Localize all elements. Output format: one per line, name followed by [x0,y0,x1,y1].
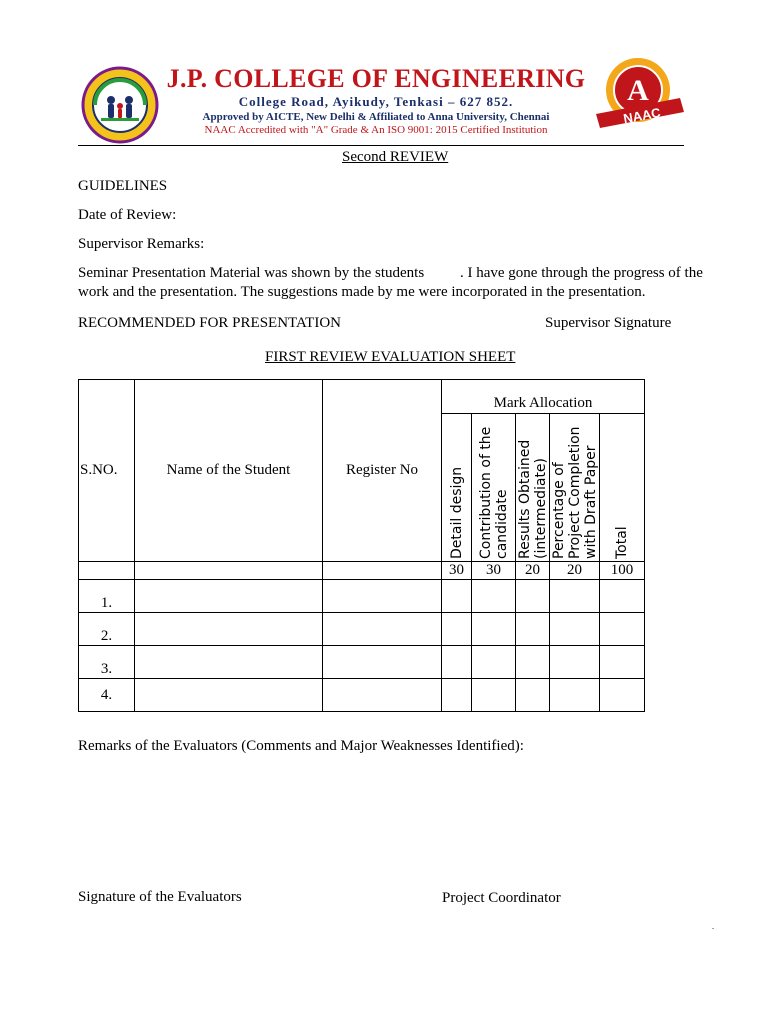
evaluation-table [78,379,645,712]
blank-cell [323,562,442,580]
naac-logo [592,52,684,138]
max-mark: 100 [600,562,645,580]
student-name-cell[interactable] [135,646,323,679]
row-number: 2. [79,613,135,646]
register-no-cell[interactable] [323,646,442,679]
student-name-cell[interactable] [135,679,323,712]
criterion-label: Total [614,525,630,559]
mark-cell[interactable] [600,679,645,712]
recommended-label: RECOMMENDED FOR PRESENTATION [78,315,341,331]
row-number: 4. [79,679,135,712]
mark-cell[interactable] [472,679,516,712]
statement-text-part2: . I have gone through the progress of the [460,265,703,281]
date-of-review-label: Date of Review: [78,207,177,223]
blank-cell [79,562,135,580]
evaluator-signature-label: Signature of the Evaluators [78,889,242,905]
mark-cell[interactable] [442,580,472,613]
student-name-cell[interactable] [135,613,323,646]
mark-cell[interactable] [442,679,472,712]
supervisor-remarks-label: Supervisor Remarks: [78,236,205,252]
header-divider [78,145,684,146]
max-mark: 30 [442,562,472,580]
guidelines-heading: GUIDELINES [78,178,168,194]
criterion-label: Results Obtained (intermediate) [516,439,549,559]
criterion-total [600,414,645,562]
criterion-completion [550,414,600,562]
criterion-label: Percentage of Project Completion with Draft Paper [550,425,599,559]
criterion-contribution [472,414,516,562]
project-coordinator-label: Project Coordinator [442,890,561,906]
sheet-title: FIRST REVIEW EVALUATION SHEET [265,349,516,365]
blank-cell [135,562,323,580]
stray-mark: . [712,922,714,931]
row-number: 1. [79,580,135,613]
mark-cell[interactable] [550,580,600,613]
mark-cell[interactable] [472,580,516,613]
mark-cell[interactable] [600,580,645,613]
max-mark: 30 [472,562,516,580]
mark-cell[interactable] [516,679,550,712]
college-accreditation: NAAC Accredited with "A" Grade & An ISO 9001: 2015 Certified Institution [204,124,548,136]
family-emblem-icon [81,66,159,144]
statement-text-line2: work and the presentation. The suggestions made by me were incorporated in the presentation. [78,284,646,300]
mark-cell[interactable] [442,613,472,646]
supervisor-signature-label: Supervisor Signature [545,315,672,331]
student-name-cell[interactable] [135,580,323,613]
mark-cell[interactable] [472,646,516,679]
criterion-label: Contribution of the candidate [477,426,510,559]
header-mark-allocation: Mark Allocation [442,380,645,414]
criterion-label: Detail design [448,466,465,559]
mark-cell[interactable] [600,613,645,646]
mark-cell[interactable] [600,646,645,679]
mark-cell[interactable] [516,613,550,646]
evaluator-remarks-label: Remarks of the Evaluators (Comments and Major Weaknesses Identified): [78,738,524,754]
college-logo-left [81,66,159,144]
naac-badge-icon [592,52,684,138]
mark-cell[interactable] [472,613,516,646]
mark-cell[interactable] [516,646,550,679]
mark-cell[interactable] [516,580,550,613]
mark-cell[interactable] [550,646,600,679]
mark-cell[interactable] [550,613,600,646]
header-sno: S.NO. [79,380,135,562]
college-address: College Road, Ayikudy, Tenkasi – 627 852. [238,94,514,109]
college-name: J.P. COLLEGE OF ENGINEERING [166,64,586,93]
svg-text:A: A [627,74,649,107]
register-no-cell[interactable] [323,679,442,712]
review-title: Second REVIEW [342,149,449,165]
max-mark: 20 [550,562,600,580]
header-student-name: Name of the Student [135,380,323,562]
mark-cell[interactable] [550,679,600,712]
max-mark: 20 [516,562,550,580]
register-no-cell[interactable] [323,580,442,613]
statement-text-part1: Seminar Presentation Material was shown by the students [78,265,425,281]
mark-cell[interactable] [442,646,472,679]
criterion-detail-design [442,414,472,562]
header-register-no: Register No [323,380,442,562]
row-number: 3. [79,646,135,679]
criterion-results [516,414,550,562]
register-no-cell[interactable] [323,613,442,646]
college-approval: Approved by AICTE, New Delhi & Affiliated to Anna University, Chennai [202,111,550,123]
svg-text:NAAC: NAAC [622,104,662,127]
